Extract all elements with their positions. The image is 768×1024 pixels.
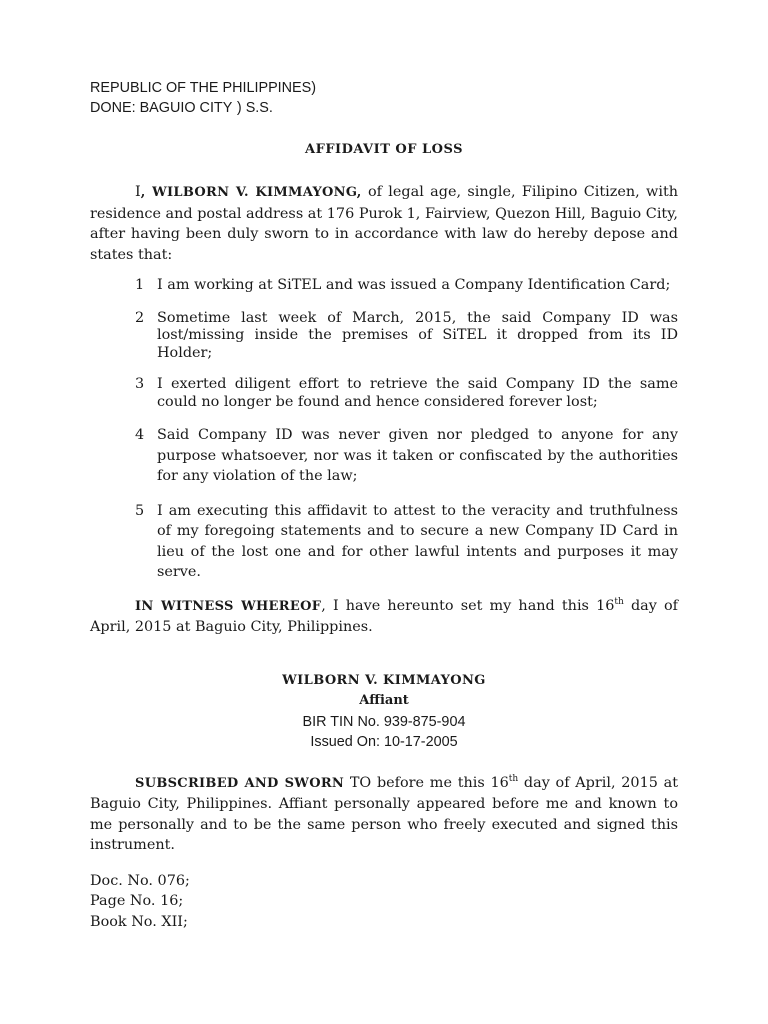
list-item <box>90 275 678 296</box>
list-item-text: Said Company ID was never given nor pledged to anyone for any purpose whatsoever, nor was it taken or confiscated by the authorities for any violation of the law; <box>157 427 678 484</box>
witness-text-1: , I have hereunto set my hand this 16 <box>321 597 615 614</box>
list-item-text: I am executing this affidavit to attest to the veracity and truthfulness of my foregoing statements and to secure a new Company ID Card in lieu of the lost one and for other lawful intents and purposes it may serve. <box>157 502 678 580</box>
caption-ss: ) S.S. <box>236 100 273 116</box>
caption-venue <box>90 98 678 118</box>
intro-lead: I <box>135 184 141 200</box>
intro-rest: of legal age, single, Filipino Citizen, with residence and postal address at 176 Purok 1, Fairview, Quezon Hill, Baguio City, after having been duly sworn to in accordance with law do hereby depose and states that: <box>90 184 678 263</box>
statement-list <box>90 275 678 583</box>
notarial-register <box>90 871 678 933</box>
document-title: AFFIDAVIT OF LOSS <box>305 142 463 157</box>
list-item-number: 4 <box>135 427 145 443</box>
witness-lead: IN WITNESS WHEREOF <box>135 598 322 614</box>
list-item <box>90 425 678 487</box>
caption-republic: REPUBLIC OF THE PHILIPPINES) <box>90 80 317 96</box>
affiant-name-inline: , WILBORN V. KIMMAYONG, <box>140 185 362 200</box>
jurat-paragraph <box>90 773 678 856</box>
list-item-text: Sometime last week of March, 2015, the said Company ID was lost/missing inside the premises of SiTEL it dropped from its ID Holder; <box>157 309 678 361</box>
affidavit-document <box>90 78 678 932</box>
page-number: Page No. 16; <box>90 893 184 909</box>
affiant-tin-issued: Issued On: 10-17-2005 <box>310 734 458 750</box>
signature-block <box>90 671 678 753</box>
list-item-number: 3 <box>135 376 145 392</box>
witness-text-2: day of April, 2015 at Baguio City, Philippines. <box>90 597 678 635</box>
intro-paragraph <box>90 182 678 265</box>
list-item-number: 2 <box>135 309 145 326</box>
jurat-ordinal: th <box>508 773 519 784</box>
list-item-number: 5 <box>135 502 145 519</box>
doc-number: Doc. No. 076; <box>90 872 190 889</box>
witness-paragraph <box>90 596 678 638</box>
list-item-number: 1 <box>135 277 145 293</box>
list-item-text: I am working at SiTEL and was issued a Company Identification Card; <box>157 277 671 293</box>
affiant-role: Affiant <box>359 693 409 708</box>
book-number: Book No. XII; <box>90 913 188 930</box>
caption-done: DONE: BAGUIO CITY <box>90 100 233 116</box>
jurat-text-1: TO before me this 16 <box>344 774 509 791</box>
affiant-name: WILBORN V. KIMMAYONG <box>282 672 486 688</box>
list-item <box>90 501 678 583</box>
list-item-text: I exerted diligent effort to retrieve the said Company ID the same could no longer be found and hence considered forever lost; <box>157 376 678 410</box>
jurat-lead: SUBSCRIBED AND SWORN <box>135 775 345 791</box>
list-item <box>90 310 678 363</box>
affiant-tin: BIR TIN No. 939-875-904 <box>302 713 466 730</box>
jurat-text-2: day of April, 2015 at Baguio City, Philippines. Affiant personally appeared before me and known to me personally and to be the same person who freely executed and signed this instrument. <box>90 774 678 853</box>
list-item <box>90 376 678 411</box>
witness-ordinal: th <box>614 596 624 607</box>
